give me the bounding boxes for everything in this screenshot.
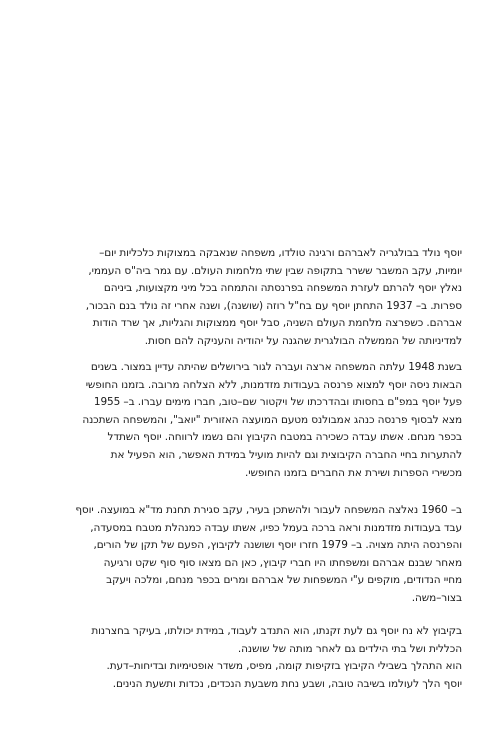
text-line: הוא התהלך בשבילי הקיבוץ בזקיפות קומה, מפיס, משדר אופטימיות ובדיחות–דעת. — [106, 660, 462, 673]
text-line: יוסף הלך לעולמו בשיבה טובה, ושבע נחת משבעת הנכדים, נכדות ותשעת הנינים. — [112, 677, 462, 690]
text-line: להתערות בחיי החברה הקיבוצית וגם להיות מועיל במידת האפשר, הוא הפעיל את — [110, 448, 462, 461]
text-line: ספרות. ב– 1937 התחתן יוסף עם בח"ל רוזה (שושנה), ושנה אחרי זה נולד בנם הבכור, — [85, 299, 462, 312]
text-line: יוסף נולד בבולגריה לאברהם ורגינה טולדו, משפחה שנאבקה במצוקות כלכליות יום– — [99, 247, 462, 259]
text-line: למדיניותה של הממשלה הבולגרית שהגנה על יהודיה והעניקה להם חסות. — [144, 334, 462, 347]
text-line: בכפר מנחם. אשתו עבדה כשכירה במטבח הקיבוץ והם נשמו לרווחה. יוסף השתדל — [107, 431, 462, 444]
paragraph-later-years — [34, 623, 462, 693]
text-line: בקיבוץ לא נח יוסף גם לעת זקנתו, הוא התנדב לעבוד, במידת יכולתו, בעיקר בחצרנות — [91, 625, 462, 637]
text-line: מצא לבסוף פרנסה כנהג אמבולנס מטעם המועצה האזורית "יואב", והמשפחה השתכנה — [82, 413, 462, 426]
text-line: נאלץ יוסף להרתם לעזרת המשפחה בפרנסתה והתמחה בכל מיני מקצועות, ביניהם — [103, 282, 462, 295]
text-line: ב– 1960 נאלצה המשפחה לעבור ולהשתכן בעיר, עקב סגירת תחנת מד"א במועצה. יוסף — [75, 504, 462, 516]
paragraph-early-life — [34, 245, 462, 351]
text-line: הבאות ניסה יוסף למצוא פרנסה בעבודות מזדמנות, ללא הצלחה מרובה. בזמנו החופשי — [85, 378, 462, 391]
text-line: אברהם. כשפרצה מלחמת העולם השניה, סבל יוסף ממצוקות והגליות, אך שרד הודות — [92, 317, 462, 330]
text-line: פעל יוסף במפ"ם בחסותו ובהדרכתו של ויקטור שם–טוב, חברו מימים עברו. ב– 1955 — [93, 396, 462, 409]
text-line: בשנת 1948 עלתה המשפחה ארצה ועברה לגור בירושלים שהיתה עדיין במצור. בשנים — [90, 361, 462, 373]
text-line: הכללית ושל בתי הילדים גם לאחר מותה של שושנה. — [237, 642, 462, 655]
text-line: יומיות, עקב המשבר ששרר בתקופה שבין שתי מלחמות העולם. עם גמר ביה"ס העממי, — [88, 264, 462, 277]
text-line: מכשירי הספרות ושירת את החברים בזמנו החופשי. — [245, 466, 462, 479]
paragraph-city-years — [34, 502, 462, 608]
text-line: והפרנסה היתה מצויה. ב– 1979 חזרו יוסף ושושנה לקיבוץ, הפעם של תקן של הורים, — [93, 539, 462, 552]
paragraph-immigration — [34, 359, 462, 482]
text-line: עבד בעבודות מזדמנות וראה ברכה בעמל כפיו, אשתו עבדה כמנהלת מטבח במסעדה, — [90, 521, 462, 534]
text-line: מחיי הנדודים, מוקפים ע"י המשפחות של אברהם ומרים בכפר מנחם, ומלכה ויעקב — [106, 574, 462, 587]
text-line: בצור–משה. — [411, 591, 462, 604]
text-line: מאחר שבנם אברהם ומשפחתו היו חברי קיבוץ, כאן הם מצאו סוף סוף שקט ורגיעה — [103, 556, 462, 569]
